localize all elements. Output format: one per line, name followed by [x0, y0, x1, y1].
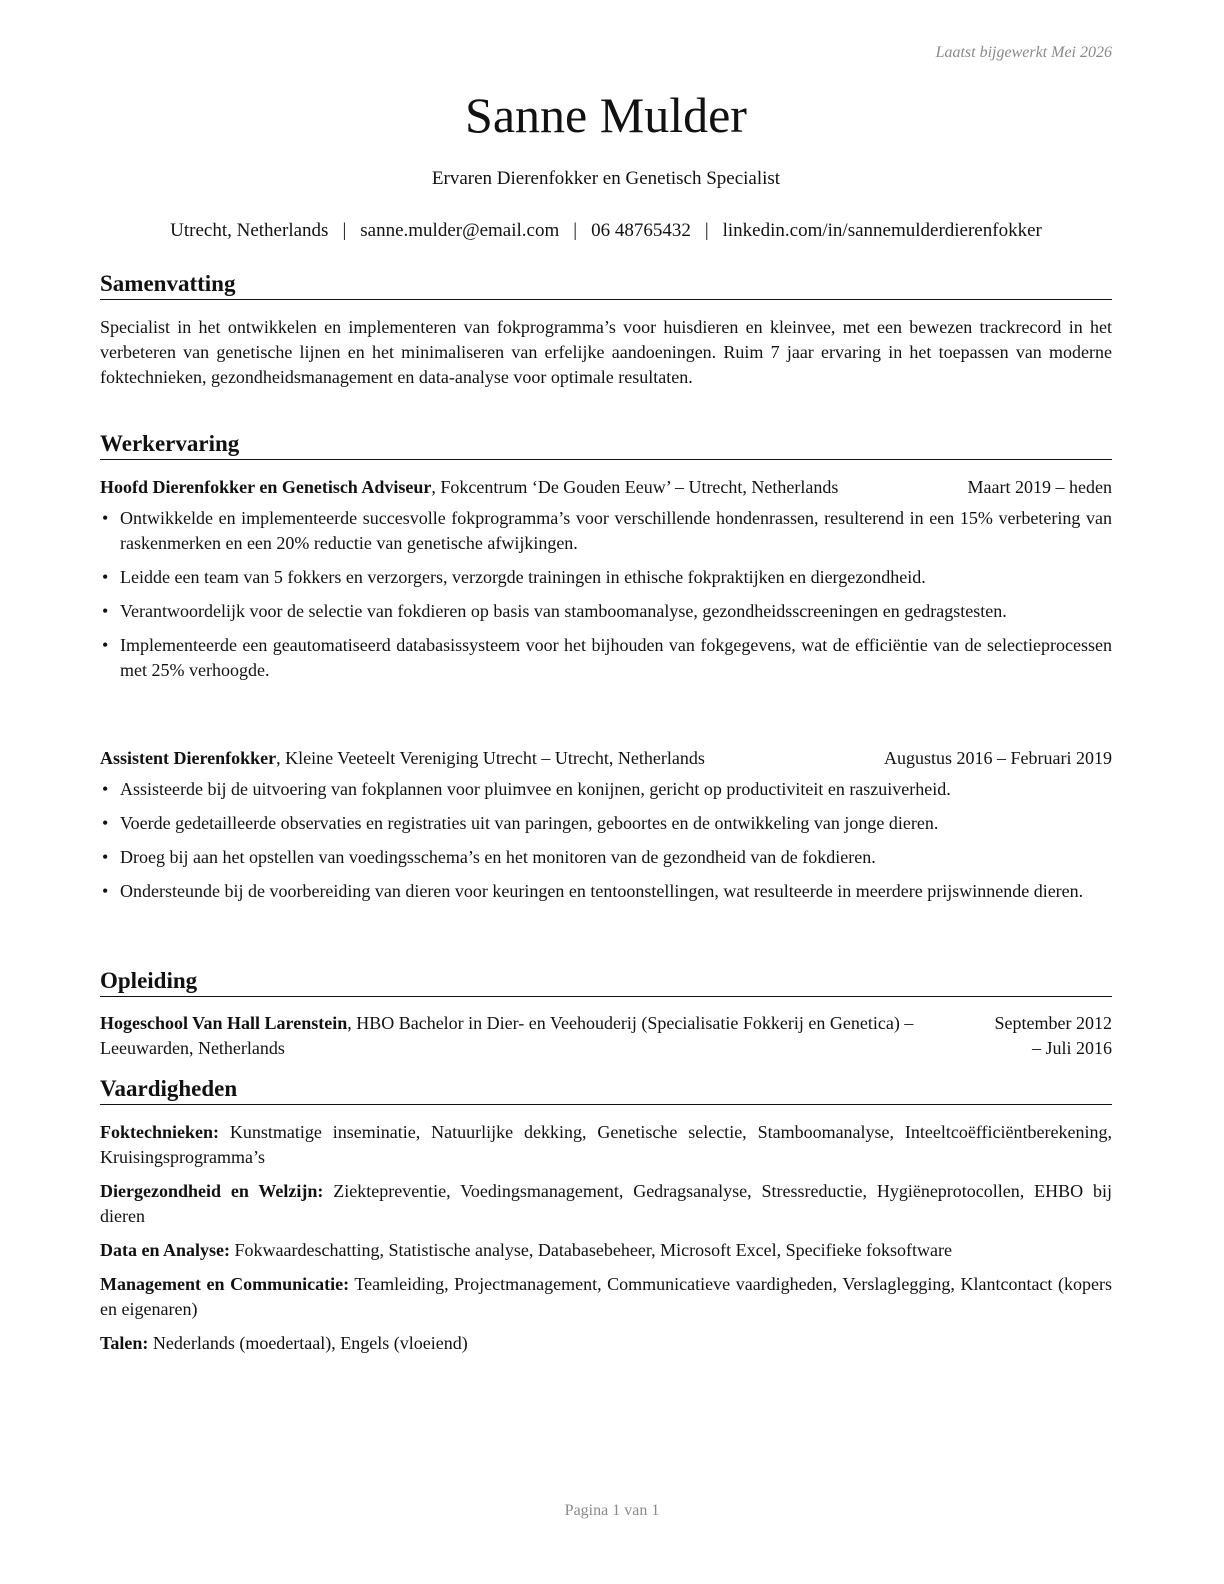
- list-item: • Verantwoordelijk voor de selectie van fokdieren op basis van stamboomanalyse, gezondheidsscreeningen en gedragstesten.: [100, 599, 1112, 624]
- skill-label: Foktechnieken:: [100, 1122, 219, 1142]
- page-number: Pagina 1 van 1: [564, 1502, 660, 1519]
- last-updated: Laatst bijgewerkt Mei 2026: [935, 44, 1112, 61]
- list-item: • Implementeerde een geautomatiseerd databasissysteem voor het bijhouden van fokgegevens, wat de efficiëntie van de selectieprocessen met 25% verhoogde.: [100, 633, 1112, 683]
- job-dates: Maart 2019 – heden: [967, 477, 1112, 497]
- skill-text: Ziektepreventie, Voedingsmanagement, Gedragsanalyse, Stressreductie, Hygiëneprotocollen, EHBO bij dieren: [100, 1181, 1113, 1226]
- contact-linkedin[interactable]: linkedin.com/in/sannemulderdierenfokker: [722, 220, 1042, 241]
- contact-location: Utrecht, Netherlands: [170, 220, 329, 241]
- skill-label: Data en Analyse:: [100, 1240, 230, 1260]
- job-bullets: [100, 506, 1112, 683]
- skill-row: [100, 1331, 1112, 1356]
- education-degree: , HBO Bachelor in Dier- en Veehouderij (Specialisatie Fokkerij en Genetica) – Leeuwarden, Netherlands: [100, 1013, 914, 1058]
- list-item: • Ondersteunde bij de voorbereiding van dieren voor keuringen en tentoonstellingen, wat resulteerde in meerdere prijswinnende dieren.: [100, 879, 1112, 904]
- job-organization: , Fokcentrum ‘De Gouden Eeuw’ – Utrecht, Netherlands: [431, 477, 839, 497]
- skills-list: [100, 1120, 1112, 1365]
- skill-row: [100, 1272, 1112, 1322]
- job-header: [100, 475, 1112, 500]
- education-line: [100, 1011, 980, 1061]
- skill-text: Fokwaardeschatting, Statistische analyse, Databasebeheer, Microsoft Excel, Specifieke foksoftware: [230, 1240, 953, 1260]
- contact-line: [100, 220, 1112, 242]
- education-school: Hogeschool Van Hall Larenstein: [100, 1013, 348, 1033]
- education-header: [100, 1011, 1112, 1061]
- skill-label: Talen:: [100, 1333, 149, 1353]
- job-organization: , Kleine Veeteelt Vereniging Utrecht – Utrecht, Netherlands: [276, 748, 705, 768]
- list-item: • Voerde gedetailleerde observaties en registraties uit van paringen, geboortes en de ontwikkeling van jonge dieren.: [100, 811, 1112, 836]
- skill-text: Teamleiding, Projectmanagement, Communicatieve vaardigheden, Verslaglegging, Klantcontact (kopers en eigenaren): [100, 1274, 1112, 1319]
- education-dates: September 2012 – Juli 2016: [994, 1013, 1112, 1058]
- education-heading: Opleiding: [100, 968, 1112, 997]
- list-item: • Droeg bij aan het opstellen van voedingsschema’s en het monitoren van de gezondheid van de fokdieren.: [100, 845, 1112, 870]
- skill-row: [100, 1120, 1112, 1170]
- contact-email[interactable]: sanne.mulder@email.com: [360, 220, 560, 241]
- contact-phone[interactable]: 06 48765432: [591, 220, 691, 241]
- skills-heading: Vaardigheden: [100, 1076, 1112, 1105]
- job-title-line: [100, 746, 880, 771]
- job-entry: [100, 475, 1112, 692]
- education-entry: [100, 1011, 1112, 1061]
- contact-separator: |: [342, 220, 347, 241]
- contact-separator: |: [704, 220, 709, 241]
- list-item: • Ontwikkelde en implementeerde succesvolle fokprogramma’s voor verschillende hondenrassen, resulterend in een 15% verbetering van raskenmerken en een 20% reductie van genetische afwijkingen.: [100, 506, 1112, 556]
- job-header: [100, 746, 1112, 771]
- summary-text: Specialist in het ontwikkelen en implementeren van fokprogramma’s voor huisdieren en kleinvee, met een bewezen trackrecord in het verbeteren van genetische lijnen en het minimaliseren van erfelijke aandoeningen. Ruim 7 jaar ervaring in het toepassen van moderne foktechnieken, gezondheidsmanagement en data-analyse voor optimale resultaten.: [100, 317, 1112, 387]
- job-entry: [100, 746, 1112, 913]
- skill-text: Kunstmatige inseminatie, Natuurlijke dekking, Genetische selectie, Stamboomanalyse, Inteeltcoëfficiëntberekening, Kruisingsprogramma’s: [100, 1122, 1112, 1167]
- list-item: • Leidde een team van 5 fokkers en verzorgers, verzorgde trainingen in ethische fokpraktijken en diergezondheid.: [100, 565, 1112, 590]
- skill-label: Management en Communicatie:: [100, 1274, 350, 1294]
- job-title-line: [100, 475, 890, 500]
- skill-label: Diergezondheid en Welzijn:: [100, 1181, 324, 1201]
- skill-row: [100, 1238, 1112, 1263]
- contact-separator: |: [573, 220, 578, 241]
- list-item: • Assisteerde bij de uitvoering van fokplannen voor pluimvee en konijnen, gericht op productiviteit en raszuiverheid.: [100, 777, 1112, 802]
- skill-row: [100, 1179, 1112, 1229]
- skill-text: Nederlands (moedertaal), Engels (vloeiend): [148, 1333, 468, 1353]
- job-bullets: [100, 777, 1112, 904]
- candidate-name: Sanne Mulder: [465, 87, 747, 143]
- summary-heading: Samenvatting: [100, 271, 1112, 300]
- experience-heading: Werkervaring: [100, 431, 1112, 460]
- candidate-subtitle: Ervaren Dierenfokker en Genetisch Specialist: [431, 168, 781, 189]
- job-dates: Augustus 2016 – Februari 2019: [884, 748, 1112, 768]
- job-role: Hoofd Dierenfokker en Genetisch Adviseur: [100, 477, 432, 497]
- job-role: Assistent Dierenfokker: [100, 748, 277, 768]
